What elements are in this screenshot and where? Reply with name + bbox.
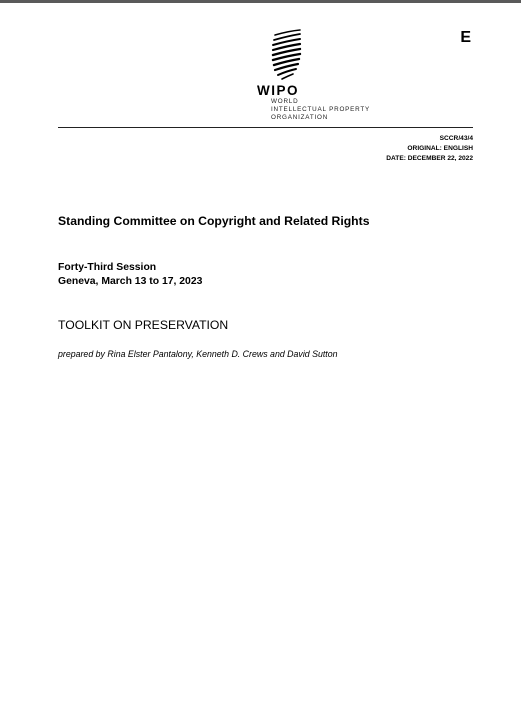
document-page — [0, 3, 521, 719]
prepared-by: prepared by Rina Elster Pantalony, Kenneth D. Crews and David Sutton — [58, 349, 338, 359]
session-place-date: Geneva, March 13 to 17, 2023 — [58, 275, 203, 287]
wipo-logo — [257, 29, 397, 125]
wipo-acronym: WIPO — [257, 83, 299, 98]
wipo-globe-icon — [271, 29, 303, 81]
document-meta — [386, 134, 473, 164]
language-code: E — [460, 29, 471, 46]
logo-line-intellectual-property: INTELLECTUAL PROPERTY — [271, 106, 371, 113]
session-info — [58, 261, 202, 288]
original-language: ORIGINAL: ENGLISH — [407, 145, 473, 152]
logo-line-organization: ORGANIZATION — [271, 114, 329, 121]
committee-name: Standing Committee on Copyright and Related Rights — [58, 214, 370, 228]
header-divider — [58, 127, 473, 128]
session-name: Forty-Third Session — [58, 262, 157, 273]
document-title: TOOLKIT ON PRESERVATION — [58, 318, 229, 332]
doc-date: DATE: DECEMBER 22, 2022 — [386, 155, 473, 162]
doc-symbol: SCCR/43/4 — [439, 135, 473, 142]
logo-line-world: WORLD — [271, 98, 299, 105]
